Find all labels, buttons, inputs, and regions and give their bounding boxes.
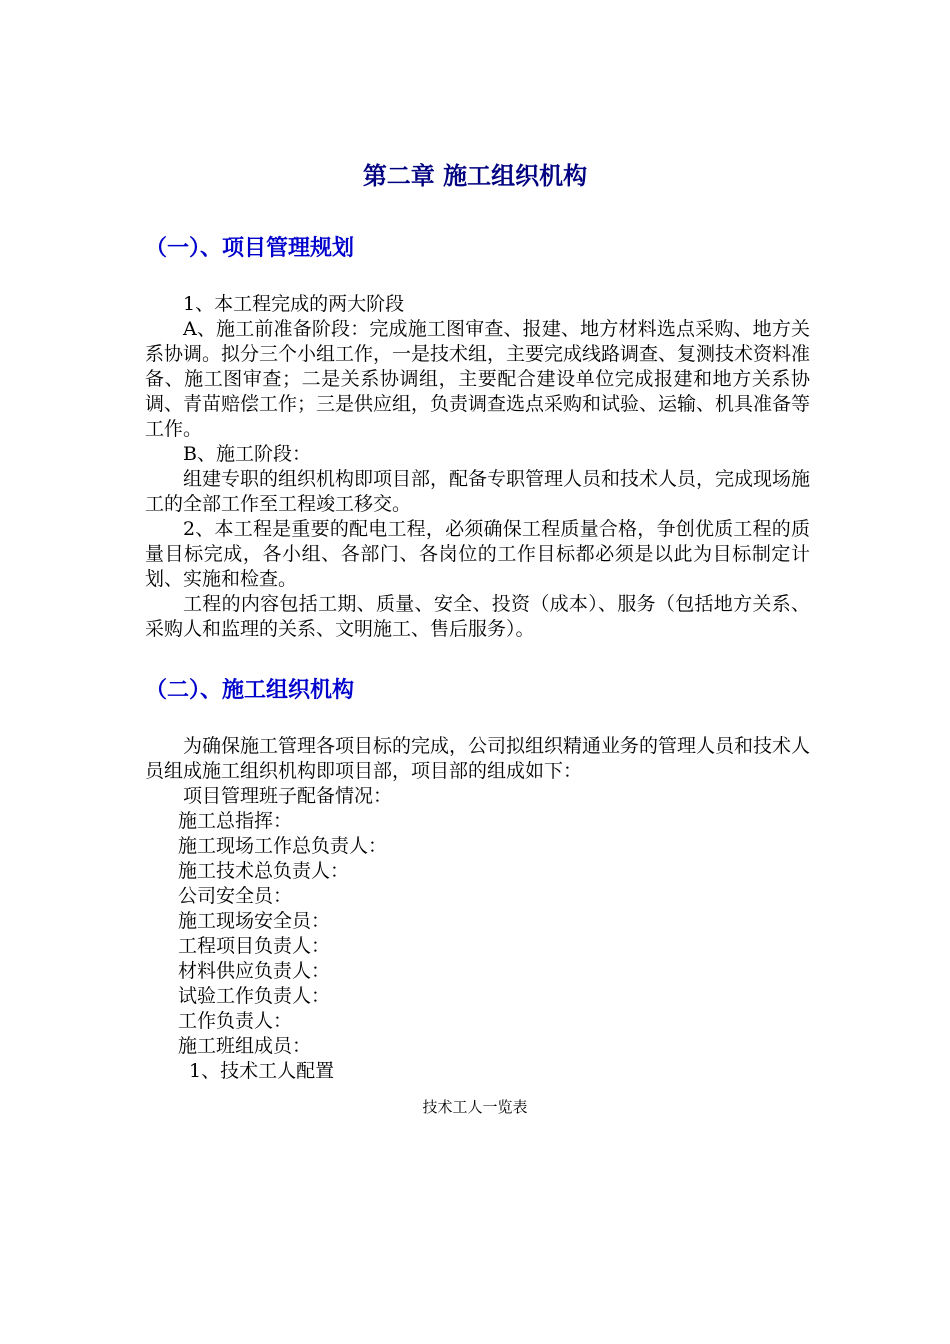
role-list (178, 809, 778, 1059)
technical-workers-subheading: 1、技术工人配置 (189, 1060, 335, 1082)
list-item: 工作负责人： (178, 1010, 293, 1032)
paragraph: 2、本工程是重要的配电工程，必须确保工程质量合格，争创优质工程的质量目标完成，各小组、各部门、各岗位的工作目标都必须是以此为目标制定计划、实施和检查。 (145, 518, 810, 590)
list-item: 试验工作负责人： (178, 985, 331, 1007)
paragraph: 组建专职的组织机构即项目部，配备专职管理人员和技术人员，完成现场施工的全部工作至工程竣工移交。 (145, 468, 811, 515)
paragraph: 1、本工程完成的两大阶段 (183, 293, 405, 315)
paragraph: 项目管理班子配备情况： (183, 785, 393, 807)
section-heading-project-management: （一）、项目管理规划 (145, 236, 355, 261)
table-caption: 技术工人一览表 (422, 1098, 528, 1116)
list-item: 施工总指挥： (178, 810, 293, 832)
list-item: 施工班组成员： (178, 1035, 312, 1057)
list-item: 工程项目负责人： (178, 935, 331, 957)
list-item: 施工技术总负责人： (178, 860, 350, 882)
list-item: 材料供应负责人： (178, 960, 331, 982)
list-item: 公司安全员： (178, 885, 293, 907)
list-item: 施工现场安全员： (178, 910, 331, 932)
list-item: 施工现场工作总负责人： (178, 835, 388, 857)
section2-body (145, 734, 810, 809)
section1-body (145, 292, 810, 642)
chapter-title: 第二章 施工组织机构 (362, 162, 588, 190)
paragraph: 为确保施工管理各项目标的完成，公司拟组织精通业务的管理人员和技术人员组成施工组织机构即项目部，项目部的组成如下： (145, 735, 811, 782)
paragraph: A、施工前准备阶段：完成施工图审查、报建、地方材料选点采购、地方关系协调。拟分三个小组工作，一是技术组，主要完成线路调查、复测技术资料准备、施工图审查；二是关系协调组，主要配合建设单位完成报建和地方关系协调、青苗赔偿工作；三是供应组，负责调查选点采购和试验、运输、机具准备等工作。 (145, 318, 811, 440)
section-heading-construction-organization: （二）、施工组织机构 (145, 678, 355, 703)
paragraph: 工程的内容包括工期、质量、安全、投资（成本）、服务（包括地方关系、采购人和监理的关系、文明施工、售后服务）。 (145, 593, 810, 640)
paragraph: B、施工阶段： (183, 443, 311, 465)
